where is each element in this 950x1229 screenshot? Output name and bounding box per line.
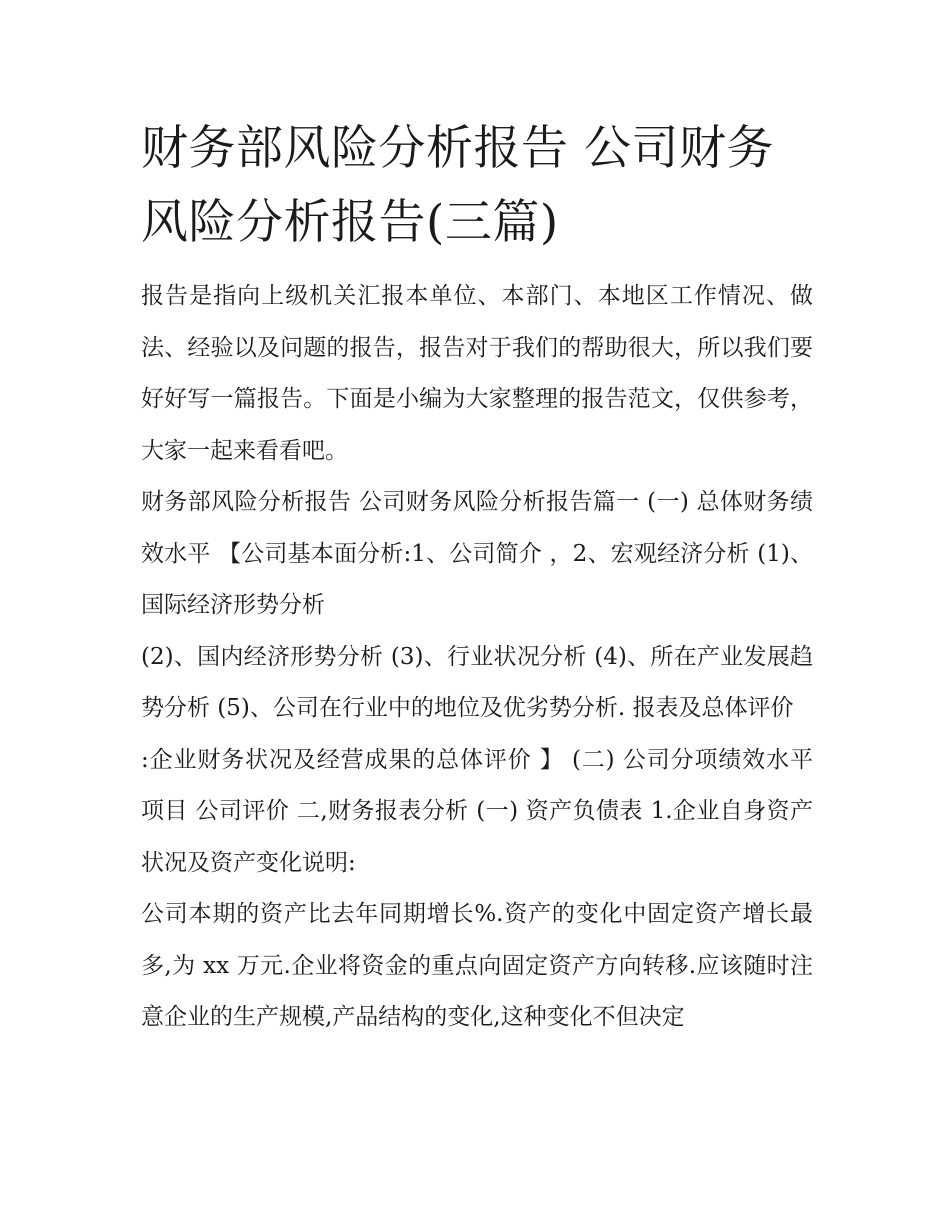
paragraph-section-1: 财务部风险分析报告 公司财务风险分析报告篇一 (一) 总体财务绩效水平 【公司基本面分析:1、公司简介 ，2、宏观经济分析 (1)、国际经济形势分析 <box>141 489 813 618</box>
document-title: 财务部风险分析报告 公司财务风险分析报告(三篇) <box>141 121 774 250</box>
paragraph-section-2: (2)、国内经济形势分析 (3)、行业状况分析 (4)、所在产业发展趋势分析 (5)、公司在行业中的地位及优劣势分析. 报表及总体评价 <box>141 643 813 721</box>
paragraph-intro: 报告是指向上级机关汇报本单位、本部门、本地区工作情况、做法、经验以及问题的报告，报告对于我们的帮助很大，所以我们要好好写一篇报告。下面是小编为大家整理的报告范文，仅供参考，大家一起来看看吧。 <box>141 283 813 464</box>
paragraph-section-3: :企业财务状况及经营成果的总体评价 】 (二) 公司分项绩效水平 项目 公司评价 二,财务报表分析 (一) 资产负债表 1.企业自身资产状况及资产变化说明: <box>141 746 813 876</box>
paragraph-section-4: 公司本期的资产比去年同期增长%.资产的变化中固定资产增长最多,为 xx 万元.企业将资金的重点向固定资产方向转移.应该随时注意企业的生产规模,产品结构的变化,这种变化不但决定 <box>141 901 813 1030</box>
document-page <box>141 112 813 1044</box>
title-block <box>141 112 813 260</box>
